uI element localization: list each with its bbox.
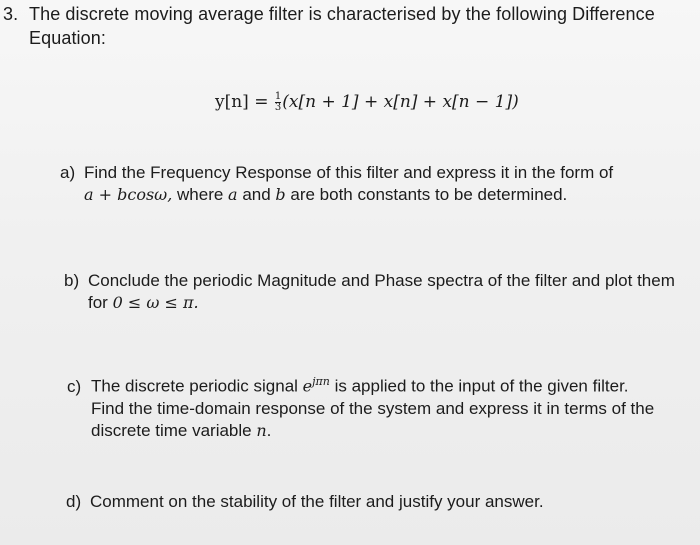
part-b-text: for	[88, 293, 113, 312]
part-c-label: c)	[67, 376, 82, 396]
part-d	[66, 491, 544, 513]
question-number: 3.	[3, 4, 19, 24]
part-c-line1-pre: The discrete periodic signal	[91, 376, 303, 396]
part-c-line3-end: .	[266, 420, 272, 440]
part-a-and: and	[237, 185, 276, 204]
part-a-var-b: b	[275, 185, 286, 204]
part-b-line2	[88, 292, 675, 314]
part-c-exp-base: e	[302, 376, 313, 396]
equation-lhs: y[n] =	[215, 92, 269, 112]
part-a	[60, 162, 613, 206]
part-c-exponent: jπn	[312, 375, 330, 388]
part-b-line1: Conclude the periodic Magnitude and Phase spectra of the filter and plot them	[88, 271, 675, 290]
question-text-line2: Equation:	[29, 28, 106, 48]
part-a-text: where	[172, 185, 229, 204]
part-b-math: 0 ≤ ω ≤ π.	[112, 293, 199, 312]
part-c-line1-post: is applied to the input of the given filter.	[329, 376, 629, 396]
part-b-label: b)	[64, 271, 80, 290]
part-c-line2: Find the time-domain response of the system and express it in terms of the	[91, 398, 655, 418]
difference-equation	[215, 92, 519, 113]
part-d-line1: Comment on the stability of the filter and justify your answer.	[90, 492, 544, 511]
fraction-numerator: 1	[274, 91, 282, 102]
question-text-line1: The discrete moving average filter is characterised by the following Difference	[29, 4, 655, 24]
part-a-end: are both constants to be determined.	[285, 185, 568, 204]
part-a-var-a: a	[228, 185, 238, 204]
part-c-line3	[91, 420, 654, 442]
part-c	[67, 371, 654, 442]
part-c-line3-text: discrete time variable	[91, 420, 257, 440]
part-a-label: a)	[60, 163, 76, 182]
part-a-line2	[84, 184, 613, 206]
part-b	[64, 270, 675, 314]
equation-rhs: (x[n + 1] + x[n] + x[n − 1])	[282, 92, 519, 112]
fraction-denominator: 3	[274, 102, 282, 113]
part-a-math: a + bcosω,	[84, 185, 173, 204]
part-a-line1: Find the Frequency Response of this filter and express it in the form of	[84, 163, 614, 182]
part-d-label: d)	[66, 492, 82, 511]
part-c-var-n: n	[256, 420, 267, 440]
question-header	[3, 2, 655, 50]
equation-fraction	[275, 92, 281, 113]
